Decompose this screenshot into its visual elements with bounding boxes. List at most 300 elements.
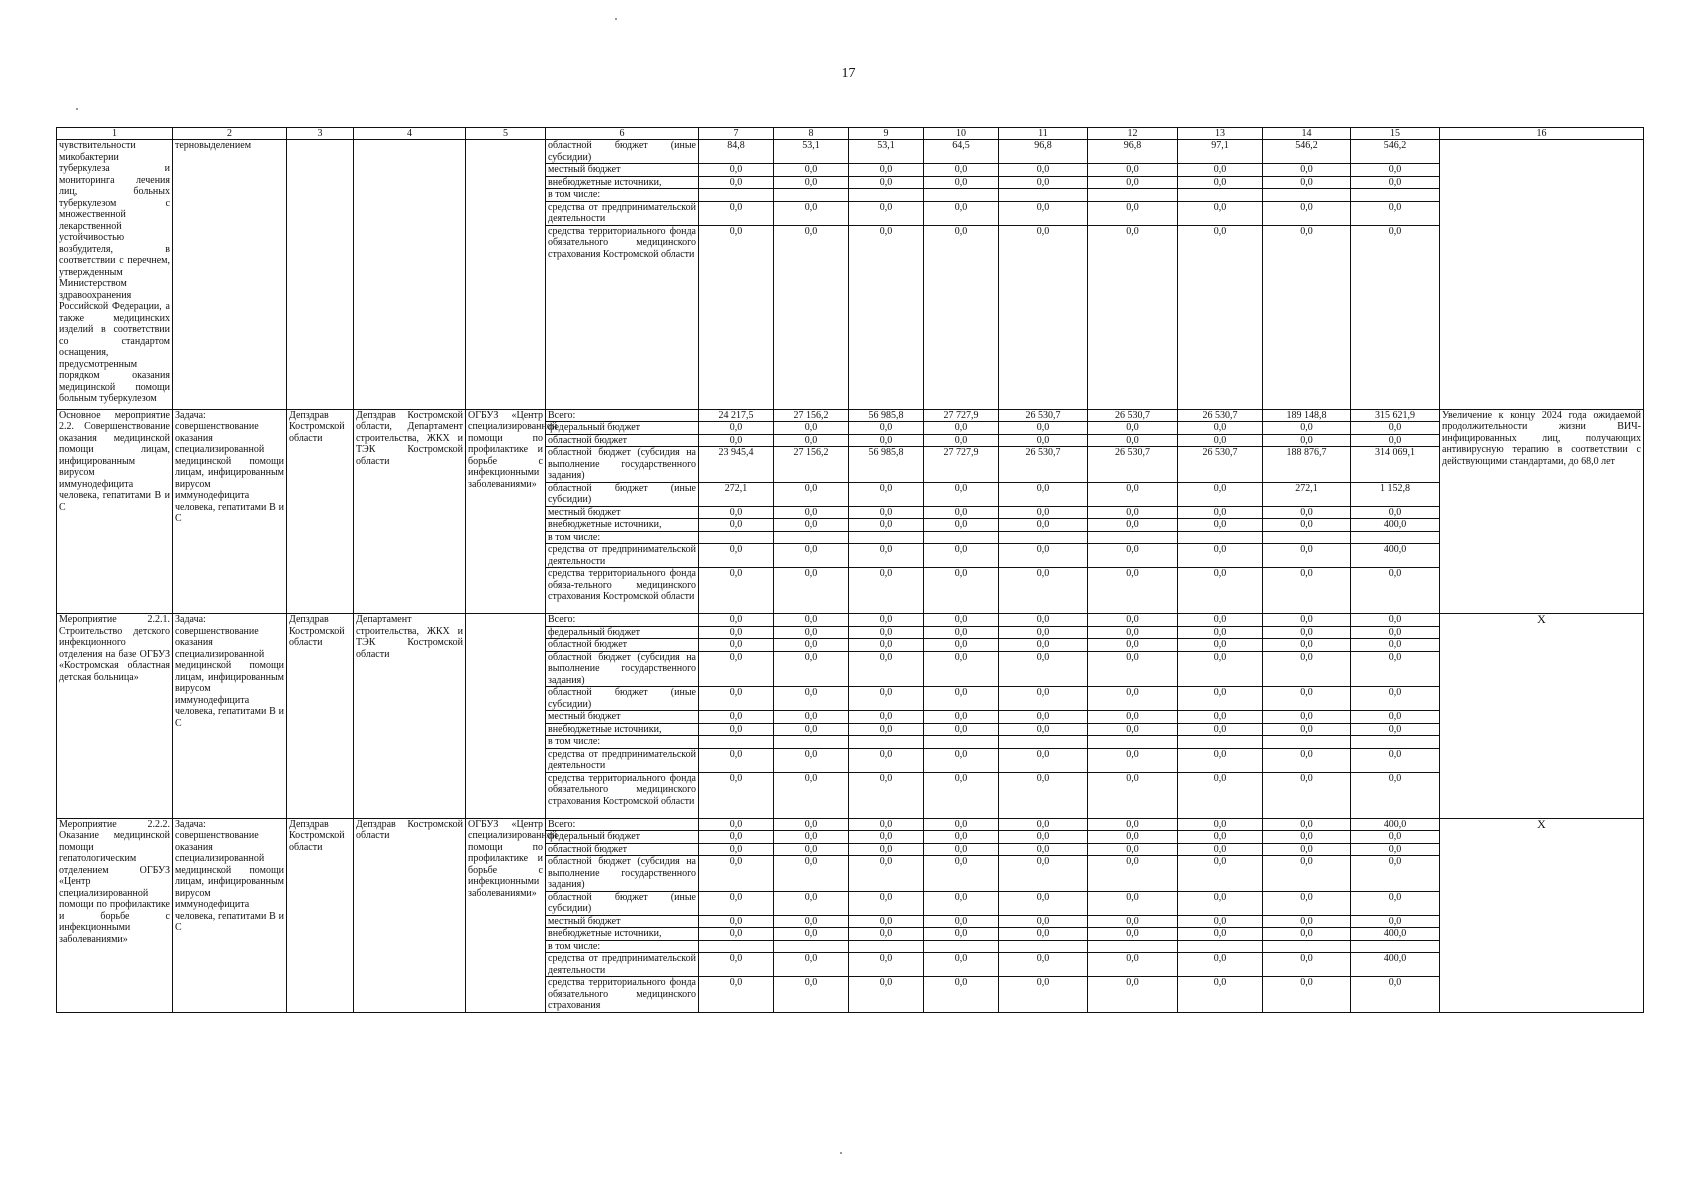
value-cell: 0,0 xyxy=(849,434,924,447)
value-cell: 0,0 xyxy=(849,614,924,627)
measure-name-cell: Мероприятие 2.2.2. Оказание медицинской помощи гепатологическим отделением ОГБУЗ «Центр специализированной помощи по профилактике и борьбе с инфекционными заболеваниями» xyxy=(57,818,173,1012)
value-cell: 0,0 xyxy=(1351,748,1440,772)
value-cell: 0,0 xyxy=(924,626,999,639)
value-cell: 24 217,5 xyxy=(699,409,774,422)
funding-source-cell: средства от предпринимательской деятельности xyxy=(546,748,699,772)
value-cell xyxy=(774,736,849,749)
value-cell: 0,0 xyxy=(924,614,999,627)
task-cell: Задача: совершенствование оказания специализированной медицинской помощи лицам, инфицированным вирусом иммунодефицита человека, гепатитами В и С xyxy=(173,614,287,819)
value-cell: 0,0 xyxy=(1178,626,1263,639)
value-cell: 0,0 xyxy=(699,434,774,447)
value-cell: 0,0 xyxy=(1351,772,1440,818)
value-cell: 0,0 xyxy=(774,711,849,724)
table-row xyxy=(57,818,1644,831)
value-cell: 0,0 xyxy=(1178,723,1263,736)
value-cell: 0,0 xyxy=(774,687,849,711)
value-cell: 0,0 xyxy=(1351,201,1440,225)
value-cell: 53,1 xyxy=(774,140,849,164)
value-cell: 0,0 xyxy=(774,915,849,928)
value-cell xyxy=(1351,531,1440,544)
value-cell: 0,0 xyxy=(999,843,1088,856)
table-row xyxy=(57,614,1644,627)
value-cell: 0,0 xyxy=(849,225,924,409)
value-cell: 56 985,8 xyxy=(849,447,924,483)
value-cell: 0,0 xyxy=(1178,772,1263,818)
value-cell: 0,0 xyxy=(849,711,924,724)
value-cell: 0,0 xyxy=(1351,434,1440,447)
value-cell: 0,0 xyxy=(1351,915,1440,928)
funding-source-cell: внебюджетные источники, xyxy=(546,928,699,941)
value-cell: 0,0 xyxy=(1088,544,1178,568)
funding-source-cell: областной бюджет xyxy=(546,843,699,856)
value-cell: 0,0 xyxy=(1178,614,1263,627)
value-cell: 0,0 xyxy=(924,176,999,189)
expected-result-cell: Увеличение к концу 2024 года ожидаемой продолжительности жизни ВИЧ-инфицированных лиц, получающих антивирусную терапию в соответствии с действующими стандартами, до 68,0 лет xyxy=(1440,409,1644,614)
funding-source-cell: областной бюджет (субсидия на выполнение государственного задания) xyxy=(546,447,699,483)
value-cell xyxy=(699,940,774,953)
funding-source-cell: областной бюджет (иные субсидии) xyxy=(546,140,699,164)
executor-cell: Депздрав Костромской области, Департамент строительства, ЖКХ и ТЭК Костромской области xyxy=(354,409,466,614)
value-cell: 0,0 xyxy=(849,928,924,941)
value-cell: 0,0 xyxy=(1351,891,1440,915)
value-cell: 0,0 xyxy=(1088,856,1178,892)
value-cell: 0,0 xyxy=(1178,843,1263,856)
value-cell: 0,0 xyxy=(924,651,999,687)
funding-source-cell: местный бюджет xyxy=(546,506,699,519)
expected-result-cell xyxy=(1440,140,1644,410)
value-cell: 0,0 xyxy=(1178,544,1263,568)
value-cell: 26 530,7 xyxy=(1088,409,1178,422)
value-cell: 27 727,9 xyxy=(924,447,999,483)
value-cell: 0,0 xyxy=(924,687,999,711)
value-cell: 27 727,9 xyxy=(924,409,999,422)
value-cell: 0,0 xyxy=(1351,977,1440,1013)
value-cell: 0,0 xyxy=(849,651,924,687)
value-cell xyxy=(924,736,999,749)
value-cell: 26 530,7 xyxy=(1178,447,1263,483)
column-header: 15 xyxy=(1351,128,1440,140)
value-cell: 0,0 xyxy=(999,519,1088,532)
value-cell xyxy=(774,189,849,202)
value-cell: 0,0 xyxy=(774,626,849,639)
value-cell xyxy=(699,736,774,749)
value-cell: 0,0 xyxy=(999,891,1088,915)
value-cell: 0,0 xyxy=(699,772,774,818)
value-cell: 0,0 xyxy=(1263,176,1351,189)
value-cell xyxy=(1088,189,1178,202)
value-cell: 0,0 xyxy=(924,772,999,818)
value-cell: 0,0 xyxy=(849,164,924,177)
value-cell: 0,0 xyxy=(849,843,924,856)
value-cell: 0,0 xyxy=(774,953,849,977)
value-cell: 0,0 xyxy=(1088,977,1178,1013)
value-cell: 0,0 xyxy=(849,856,924,892)
value-cell: 0,0 xyxy=(1088,891,1178,915)
funding-source-cell: федеральный бюджет xyxy=(546,422,699,435)
value-cell: 0,0 xyxy=(999,482,1088,506)
value-cell: 0,0 xyxy=(849,953,924,977)
value-cell: 0,0 xyxy=(999,711,1088,724)
value-cell: 0,0 xyxy=(1263,687,1351,711)
value-cell: 0,0 xyxy=(849,639,924,652)
value-cell: 0,0 xyxy=(774,544,849,568)
value-cell: 0,0 xyxy=(999,201,1088,225)
value-cell: 0,0 xyxy=(1351,164,1440,177)
value-cell: 0,0 xyxy=(849,831,924,844)
value-cell: 0,0 xyxy=(699,856,774,892)
value-cell xyxy=(1088,940,1178,953)
recipient-cell: ОГБУЗ «Центр специализированной помощи по профилактике и борьбе с инфекционными заболеваниями» xyxy=(466,818,546,1012)
value-cell: 0,0 xyxy=(1088,519,1178,532)
funding-source-cell: областной бюджет (иные субсидии) xyxy=(546,687,699,711)
value-cell: 0,0 xyxy=(774,843,849,856)
value-cell: 0,0 xyxy=(699,506,774,519)
value-cell: 0,0 xyxy=(924,891,999,915)
funding-source-cell: областной бюджет (субсидия на выполнение государственного задания) xyxy=(546,651,699,687)
value-cell: 0,0 xyxy=(999,928,1088,941)
value-cell: 0,0 xyxy=(924,639,999,652)
value-cell xyxy=(924,189,999,202)
value-cell: 0,0 xyxy=(1178,818,1263,831)
value-cell: 0,0 xyxy=(699,614,774,627)
funding-source-cell: средства от предпринимательской деятельности xyxy=(546,544,699,568)
value-cell: 0,0 xyxy=(999,626,1088,639)
page-number: 17 xyxy=(841,66,856,81)
column-header: 9 xyxy=(849,128,924,140)
value-cell: 53,1 xyxy=(849,140,924,164)
value-cell: 0,0 xyxy=(924,434,999,447)
value-cell: 0,0 xyxy=(849,977,924,1013)
value-cell: 0,0 xyxy=(1263,225,1351,409)
value-cell: 0,0 xyxy=(1351,568,1440,614)
value-cell: 0,0 xyxy=(1263,164,1351,177)
value-cell: 0,0 xyxy=(924,843,999,856)
funding-source-cell: средства территориального фонда обязательного медицинского страхования Костромской области xyxy=(546,225,699,409)
value-cell: 0,0 xyxy=(699,843,774,856)
value-cell: 0,0 xyxy=(1351,651,1440,687)
funding-source-cell: средства территориального фонда обязательного медицинского страхования Костромской области xyxy=(546,772,699,818)
value-cell: 0,0 xyxy=(1351,831,1440,844)
value-cell: 0,0 xyxy=(999,506,1088,519)
value-cell xyxy=(849,736,924,749)
value-cell: 0,0 xyxy=(924,977,999,1013)
value-cell: 0,0 xyxy=(1088,164,1178,177)
value-cell: 0,0 xyxy=(774,506,849,519)
column-header: 4 xyxy=(354,128,466,140)
funding-source-cell: областной бюджет (иные субсидии) xyxy=(546,482,699,506)
executor-cell: Депздрав Костромской области xyxy=(354,818,466,1012)
value-cell: 0,0 xyxy=(1351,687,1440,711)
executor-cell: Департамент строительства, ЖКХ и ТЭК Костромской области xyxy=(354,614,466,819)
value-cell: 0,0 xyxy=(774,651,849,687)
value-cell: 0,0 xyxy=(699,977,774,1013)
value-cell: 400,0 xyxy=(1351,928,1440,941)
value-cell: 0,0 xyxy=(924,723,999,736)
measure-name-cell: чувствительности микобактерии туберкулеза и мониторинга лечения лиц, больных туберкулезом с множественной лекарственной устойчивостью возбудителя, в соответствии с перечнем, утвержденным Министерством здравоохранения Российской Федерации, а также медицинских изделий в соответствии со стандартом оснащения, предусмотренным порядком оказания медицинской помощи больным туберкулезом xyxy=(57,140,173,410)
funding-source-cell: внебюджетные источники, xyxy=(546,176,699,189)
funding-source-cell: местный бюджет xyxy=(546,711,699,724)
value-cell: 96,8 xyxy=(999,140,1088,164)
task-cell: Задача: совершенствование оказания специализированной медицинской помощи лицам, инфицированным вирусом иммунодефицита человека, гепатитами В и С xyxy=(173,818,287,1012)
value-cell: 0,0 xyxy=(774,977,849,1013)
value-cell: 0,0 xyxy=(1088,506,1178,519)
value-cell: 0,0 xyxy=(999,176,1088,189)
value-cell xyxy=(999,940,1088,953)
value-cell: 0,0 xyxy=(849,687,924,711)
value-cell: 0,0 xyxy=(1088,818,1178,831)
value-cell: 0,0 xyxy=(774,225,849,409)
value-cell: 0,0 xyxy=(1263,568,1351,614)
value-cell xyxy=(1088,736,1178,749)
value-cell: 0,0 xyxy=(849,626,924,639)
value-cell: 0,0 xyxy=(699,831,774,844)
value-cell: 0,0 xyxy=(699,568,774,614)
value-cell: 0,0 xyxy=(849,568,924,614)
funding-source-cell: областной бюджет xyxy=(546,434,699,447)
value-cell: 0,0 xyxy=(999,915,1088,928)
funding-source-cell: средства от предпринимательской деятельности xyxy=(546,201,699,225)
value-cell: 0,0 xyxy=(774,482,849,506)
coordinator-cell xyxy=(287,140,354,410)
value-cell: 0,0 xyxy=(1088,953,1178,977)
expected-result-cell: Х xyxy=(1440,614,1644,819)
value-cell: 0,0 xyxy=(774,614,849,627)
value-cell: 0,0 xyxy=(1351,723,1440,736)
value-cell: 23 945,4 xyxy=(699,447,774,483)
value-cell: 27 156,2 xyxy=(774,409,849,422)
value-cell: 0,0 xyxy=(699,626,774,639)
column-header: 2 xyxy=(173,128,287,140)
value-cell: 96,8 xyxy=(1088,140,1178,164)
value-cell: 0,0 xyxy=(1263,891,1351,915)
value-cell: 0,0 xyxy=(924,422,999,435)
value-cell: 0,0 xyxy=(699,723,774,736)
value-cell: 0,0 xyxy=(774,891,849,915)
value-cell: 0,0 xyxy=(999,723,1088,736)
value-cell: 0,0 xyxy=(1178,164,1263,177)
value-cell: 0,0 xyxy=(999,422,1088,435)
value-cell: 0,0 xyxy=(1263,434,1351,447)
funding-source-cell: областной бюджет xyxy=(546,639,699,652)
value-cell: 0,0 xyxy=(1178,928,1263,941)
value-cell: 0,0 xyxy=(774,818,849,831)
value-cell: 0,0 xyxy=(1178,519,1263,532)
value-cell: 0,0 xyxy=(1263,928,1351,941)
value-cell: 0,0 xyxy=(1178,176,1263,189)
value-cell: 0,0 xyxy=(1178,748,1263,772)
value-cell: 0,0 xyxy=(1263,843,1351,856)
column-header: 1 xyxy=(57,128,173,140)
column-header: 3 xyxy=(287,128,354,140)
value-cell: 0,0 xyxy=(699,891,774,915)
value-cell: 0,0 xyxy=(774,928,849,941)
value-cell: 0,0 xyxy=(1088,928,1178,941)
column-header: 11 xyxy=(999,128,1088,140)
value-cell xyxy=(1351,940,1440,953)
funding-source-cell: в том числе: xyxy=(546,189,699,202)
value-cell: 0,0 xyxy=(999,225,1088,409)
value-cell: 0,0 xyxy=(1178,856,1263,892)
table-row xyxy=(57,409,1644,422)
value-cell: 0,0 xyxy=(924,915,999,928)
value-cell: 0,0 xyxy=(924,482,999,506)
value-cell: 0,0 xyxy=(1263,519,1351,532)
coordinator-cell: Депздрав Костромской области xyxy=(287,614,354,819)
funding-source-cell: средства территориального фонда обяза-тельного медицинского страхования Костромской области xyxy=(546,568,699,614)
value-cell: 0,0 xyxy=(924,928,999,941)
value-cell: 0,0 xyxy=(1263,201,1351,225)
value-cell xyxy=(924,940,999,953)
value-cell: 0,0 xyxy=(1263,614,1351,627)
value-cell: 1 152,8 xyxy=(1351,482,1440,506)
value-cell xyxy=(999,189,1088,202)
value-cell: 27 156,2 xyxy=(774,447,849,483)
value-cell: 0,0 xyxy=(849,176,924,189)
value-cell: 0,0 xyxy=(774,519,849,532)
value-cell xyxy=(999,736,1088,749)
column-header: 8 xyxy=(774,128,849,140)
value-cell: 0,0 xyxy=(1263,506,1351,519)
value-cell: 546,2 xyxy=(1351,140,1440,164)
value-cell: 0,0 xyxy=(924,201,999,225)
funding-source-cell: федеральный бюджет xyxy=(546,831,699,844)
column-header: 13 xyxy=(1178,128,1263,140)
value-cell: 0,0 xyxy=(1351,422,1440,435)
value-cell: 0,0 xyxy=(1088,772,1178,818)
value-cell: 0,0 xyxy=(999,164,1088,177)
value-cell: 0,0 xyxy=(999,544,1088,568)
value-cell: 546,2 xyxy=(1263,140,1351,164)
value-cell: 0,0 xyxy=(924,856,999,892)
value-cell: 0,0 xyxy=(774,568,849,614)
value-cell: 0,0 xyxy=(999,831,1088,844)
value-cell: 0,0 xyxy=(999,748,1088,772)
value-cell: 0,0 xyxy=(774,176,849,189)
funding-source-cell: в том числе: xyxy=(546,940,699,953)
recipient-cell xyxy=(466,140,546,410)
value-cell xyxy=(699,531,774,544)
funding-source-cell: федеральный бюджет xyxy=(546,626,699,639)
value-cell xyxy=(1263,189,1351,202)
value-cell: 0,0 xyxy=(1351,176,1440,189)
value-cell: 84,8 xyxy=(699,140,774,164)
value-cell: 0,0 xyxy=(849,748,924,772)
column-header: 16 xyxy=(1440,128,1644,140)
value-cell xyxy=(1351,736,1440,749)
funding-source-cell: местный бюджет xyxy=(546,915,699,928)
value-cell: 0,0 xyxy=(1178,711,1263,724)
value-cell: 0,0 xyxy=(1088,687,1178,711)
expected-result-cell: Х xyxy=(1440,818,1644,1012)
value-cell: 0,0 xyxy=(1263,711,1351,724)
value-cell: 272,1 xyxy=(699,482,774,506)
value-cell xyxy=(1088,531,1178,544)
value-cell: 0,0 xyxy=(774,856,849,892)
value-cell: 0,0 xyxy=(999,856,1088,892)
value-cell: 0,0 xyxy=(849,818,924,831)
value-cell: 0,0 xyxy=(849,422,924,435)
value-cell: 0,0 xyxy=(1263,977,1351,1013)
funding-source-cell: в том числе: xyxy=(546,736,699,749)
value-cell: 0,0 xyxy=(999,568,1088,614)
value-cell: 0,0 xyxy=(999,639,1088,652)
value-cell: 26 530,7 xyxy=(999,409,1088,422)
value-cell: 0,0 xyxy=(924,748,999,772)
value-cell: 0,0 xyxy=(924,568,999,614)
executor-cell xyxy=(354,140,466,410)
value-cell: 0,0 xyxy=(699,651,774,687)
table-row xyxy=(57,140,1644,164)
value-cell: 189 148,8 xyxy=(1263,409,1351,422)
value-cell: 0,0 xyxy=(1351,225,1440,409)
value-cell: 0,0 xyxy=(1178,434,1263,447)
column-header: 5 xyxy=(466,128,546,140)
value-cell: 0,0 xyxy=(849,772,924,818)
value-cell xyxy=(849,189,924,202)
funding-source-cell: в том числе: xyxy=(546,531,699,544)
value-cell: 0,0 xyxy=(1263,748,1351,772)
value-cell: 0,0 xyxy=(1088,711,1178,724)
value-cell xyxy=(999,531,1088,544)
coordinator-cell: Депздрав Костромской области xyxy=(287,818,354,1012)
value-cell xyxy=(699,189,774,202)
value-cell: 0,0 xyxy=(999,687,1088,711)
value-cell: 400,0 xyxy=(1351,953,1440,977)
value-cell: 64,5 xyxy=(924,140,999,164)
value-cell: 0,0 xyxy=(1088,639,1178,652)
value-cell: 0,0 xyxy=(774,831,849,844)
value-cell: 0,0 xyxy=(1178,506,1263,519)
value-cell: 0,0 xyxy=(1263,626,1351,639)
value-cell: 0,0 xyxy=(1351,626,1440,639)
value-cell: 0,0 xyxy=(1178,831,1263,844)
value-cell: 0,0 xyxy=(1088,614,1178,627)
column-header: 6 xyxy=(546,128,699,140)
value-cell xyxy=(1178,736,1263,749)
funding-source-cell: областной бюджет (субсидия на выполнение государственного задания) xyxy=(546,856,699,892)
funding-source-cell: местный бюджет xyxy=(546,164,699,177)
value-cell: 0,0 xyxy=(1178,687,1263,711)
value-cell: 0,0 xyxy=(1088,434,1178,447)
funding-source-cell: областной бюджет (иные субсидии) xyxy=(546,891,699,915)
value-cell: 0,0 xyxy=(1351,506,1440,519)
column-header: 12 xyxy=(1088,128,1178,140)
value-cell: 0,0 xyxy=(1263,544,1351,568)
value-cell: 188 876,7 xyxy=(1263,447,1351,483)
value-cell: 0,0 xyxy=(1088,651,1178,687)
value-cell xyxy=(1178,531,1263,544)
value-cell: 0,0 xyxy=(999,614,1088,627)
value-cell: 0,0 xyxy=(849,482,924,506)
value-cell: 0,0 xyxy=(999,772,1088,818)
value-cell: 26 530,7 xyxy=(999,447,1088,483)
value-cell: 0,0 xyxy=(924,544,999,568)
value-cell: 0,0 xyxy=(1178,225,1263,409)
value-cell xyxy=(1263,736,1351,749)
value-cell: 0,0 xyxy=(774,422,849,435)
value-cell: 0,0 xyxy=(1263,639,1351,652)
value-cell: 0,0 xyxy=(924,831,999,844)
value-cell: 97,1 xyxy=(1178,140,1263,164)
value-cell: 0,0 xyxy=(1088,748,1178,772)
value-cell: 0,0 xyxy=(849,723,924,736)
value-cell: 0,0 xyxy=(699,687,774,711)
value-cell: 0,0 xyxy=(699,225,774,409)
value-cell: 0,0 xyxy=(699,544,774,568)
value-cell: 0,0 xyxy=(1263,831,1351,844)
value-cell: 0,0 xyxy=(1263,772,1351,818)
column-header: 14 xyxy=(1263,128,1351,140)
